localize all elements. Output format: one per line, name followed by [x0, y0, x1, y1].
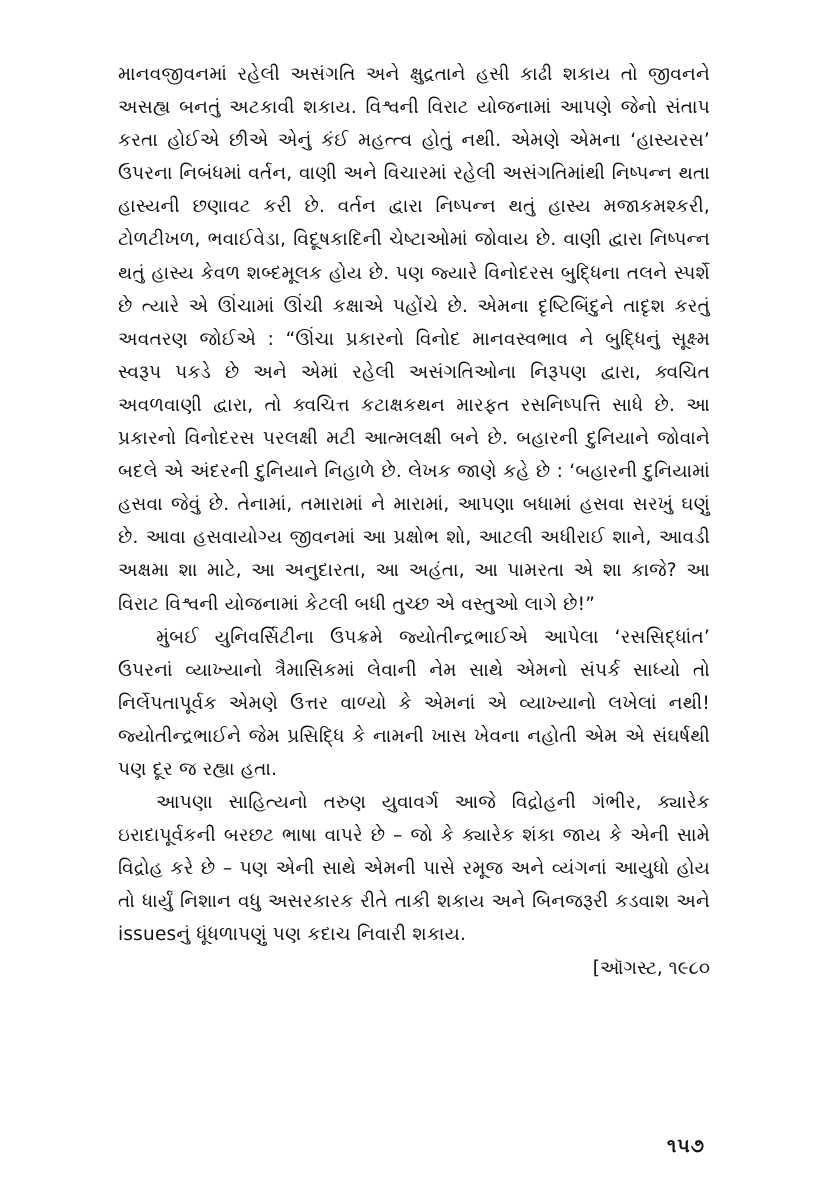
- page-number: ૧૫૭: [667, 1135, 705, 1157]
- paragraph-2: મુંબઈ યુનિવર્સિટીના ઉપક્રમે જ્યોતીન્દ્રભાઈએ આપેલા ‘રસસિદ્ધાંત’ ઉપરનાં વ્યાખ્યાનો ત્રૈમાસિકમાં લેવાની નેમ સાથે એમનો સંપર્ક સાધ્યો તો નિર્લેપતાપૂર્વક એમણે ઉત્તર વાળ્યો કે એમનાં એ વ્યાખ્યાનો લખેલાં નથી! જ્યોતીન્દ્રભાઈને જેમ પ્રસિદ્ધિ કે નામની ખાસ ખેવના નહોતી એમ એ સંઘર્ષથી પણ દૂર જ રહ્યા હતા.: [118, 626, 710, 780]
- dateline: [ઑગસ્ટ, ૧૯૮૦: [592, 957, 710, 979]
- page-body: [118, 58, 710, 1138]
- paragraph-3: આપણા સાહિત્યનો તરુણ યુવાવર્ગ આજે વિદ્રોહની ગંભીર, ક્યારેક ઇરાદાપૂર્વકની બરછટ ભાષા વાપરે છે – જો કે ક્યારેક શંકા જાય કે એની સામે વિદ્રોહ કરે છે – પણ એની સાથે એમની પાસે રમૂજ અને વ્યંગનાં આયુધો હોય તો ધાર્યું નિશાન વધુ અસરકારક રીતે તાકી શકાય અને બિનજરૂરી કડવાશ અને issuesનું ધૂંધળાપણું પણ કદાચ નિવારી શકાય.: [118, 792, 710, 946]
- paragraph-1: માનવજીવનમાં રહેલી અસંગતિ અને ક્ષુદ્રતાને હસી કાઢી શકાય તો જીવનને અસહ્ય બનતું અટકાવી શકાય. વિશ્વની વિરાટ યોજનામાં આપણે જેનો સંતાપ કરતા હોઈએ છીએ એનું કંઈ મહત્ત્વ હોતું નથી. એમણે એમના ‘હાસ્યરસ’ ઉપરના નિબંધમાં વર્તન, વાણી અને વિચારમાં રહેલી અસંગતિમાંથી નિષ્પન્ન થતા હાસ્યની છણાવટ કરી છે. વર્તન દ્વારા નિષ્પન્ન થતું હાસ્ય મજાકમશ્કરી, ટોળટીખળ, ભવાઈવેડા, વિદૂષકાદિની ચેષ્ટાઓમાં જોવાય છે. વાણી દ્વારા નિષ્પન્ન થતું હાસ્ય કેવળ શબ્દમૂલક હોય છે. પણ જ્યારે વિનોદરસ બુદ્ધિના તલને સ્પર્શે છે ત્યારે એ ઊંચામાં ઊંચી કક્ષાએ પહોંચે છે. એમના દૃષ્ટિબિંદુને તાદૃશ કરતું અવતરણ જોઈએ : “ઊંચા પ્રકારનો વિનોદ માનવસ્વભાવ ને બુદ્ધિનું સૂક્ષ્મ સ્વરૂપ પકડે છે અને એમાં રહેલી અસંગતિઓના નિરૂપણ દ્વારા, ક્વચિત અવળવાણી દ્વારા, તો ક્વચિત્ત કટાક્ષકથન મારફત રસનિષ્પત્તિ સાધે છે. આ પ્રકારનો વિનોદરસ પરલક્ષી મટી આત્મલક્ષી બને છે. બહારની દુનિયાને જોવાને બદલે એ અંદરની દુનિયાને નિહાળે છે. લેખક જાણે કહે છે : ‘બહારની દુનિયામાં હસવા જેવું છે. તેનામાં, તમારામાં ને મારામાં, આપણા બધામાં હસવા સરખું ઘણું છે. આવા હસવાયોગ્ય જીવનમાં આ પ્રક્ષોભ શો, આટલી અધીરાઈ શાને, આવડી અક્ષમા શા માટે, આ અનુદારતા, આ અહંતા, આ પામરતા એ શા કાજે? આ વિરાટ વિશ્વની યોજનામાં કેટલી બધી તુચ્છ એ વસ્તુઓ લાગે છે!”: [118, 64, 710, 615]
